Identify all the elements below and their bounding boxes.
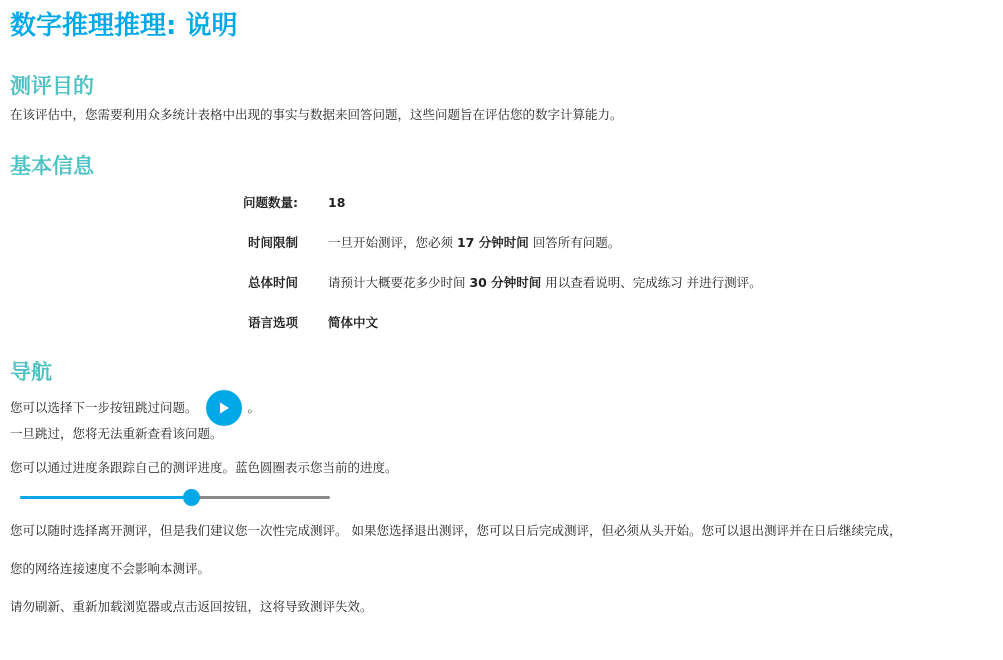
purpose-heading: 测评目的 <box>10 74 94 98</box>
info-row-total-time <box>228 274 1003 314</box>
skip-line <box>10 390 1003 426</box>
refresh-text: 请勿刷新、重新加载浏览器或点击返回按钮，这将导致测评失效。 <box>10 599 373 614</box>
question-count-number: 18 <box>328 195 346 210</box>
total-time-value <box>328 274 762 292</box>
total-time-label: 总体时间 <box>247 275 298 290</box>
info-row-question-count <box>228 194 1003 234</box>
info-heading: 基本信息 <box>10 154 94 178</box>
no-review-text: 一旦跳过，您将无法重新查看该问题。 <box>10 426 223 441</box>
info-row-time-limit <box>228 234 1003 274</box>
question-count-value <box>328 194 345 212</box>
exit-text: 您可以随时选择离开测评，但是我们建议您一次性完成测评。 如果您选择退出测评，您可以日后完成测评，但必须从头开始。您可以退出测评并在日后继续完成， <box>10 523 902 538</box>
next-button[interactable] <box>206 390 242 426</box>
progress-indicator <box>183 489 200 506</box>
language-value-text: 简体中文 <box>328 315 379 330</box>
time-limit-value <box>328 234 620 252</box>
total-time-text-before: 请预计大概要花多少时间 <box>328 275 470 290</box>
purpose-text: 在该评估中，您需要利用众多统计表格中出现的事实与数据来回答问题，这些问题旨在评估您的数字计算能力。 <box>10 107 623 122</box>
time-limit-text-after: 回答所有问题。 <box>528 235 621 250</box>
progress-fill <box>20 496 191 499</box>
time-limit-label: 时间限制 <box>247 235 298 250</box>
network-text: 您的网络连接速度不会影响本测评。 <box>10 561 211 576</box>
language-value <box>328 314 378 332</box>
skip-suffix: 。 <box>247 400 261 415</box>
play-icon <box>217 401 231 415</box>
page-title: 数字推理推理: 说明 <box>10 11 238 41</box>
question-count-label: 问题数量: <box>243 195 298 210</box>
total-time-text-after: 用以查看说明、完成练习 并进行测评。 <box>541 275 762 290</box>
time-limit-text-before: 一旦开始测评，您必须 <box>328 235 457 250</box>
info-table <box>228 194 1003 354</box>
skip-text: 您可以选择下一步按钮跳过问题。 <box>10 400 198 415</box>
time-limit-bold: 17 分钟时间 <box>456 235 529 250</box>
total-time-bold: 30 分钟时间 <box>469 275 542 290</box>
info-row-language <box>228 314 1003 354</box>
navigation-heading: 导航 <box>10 360 52 384</box>
progress-text: 您可以通过进度条跟踪自己的测评进度。蓝色圆圈表示您当前的进度。 <box>10 460 398 475</box>
progress-bar <box>20 488 330 506</box>
language-label: 语言选项 <box>247 315 298 330</box>
